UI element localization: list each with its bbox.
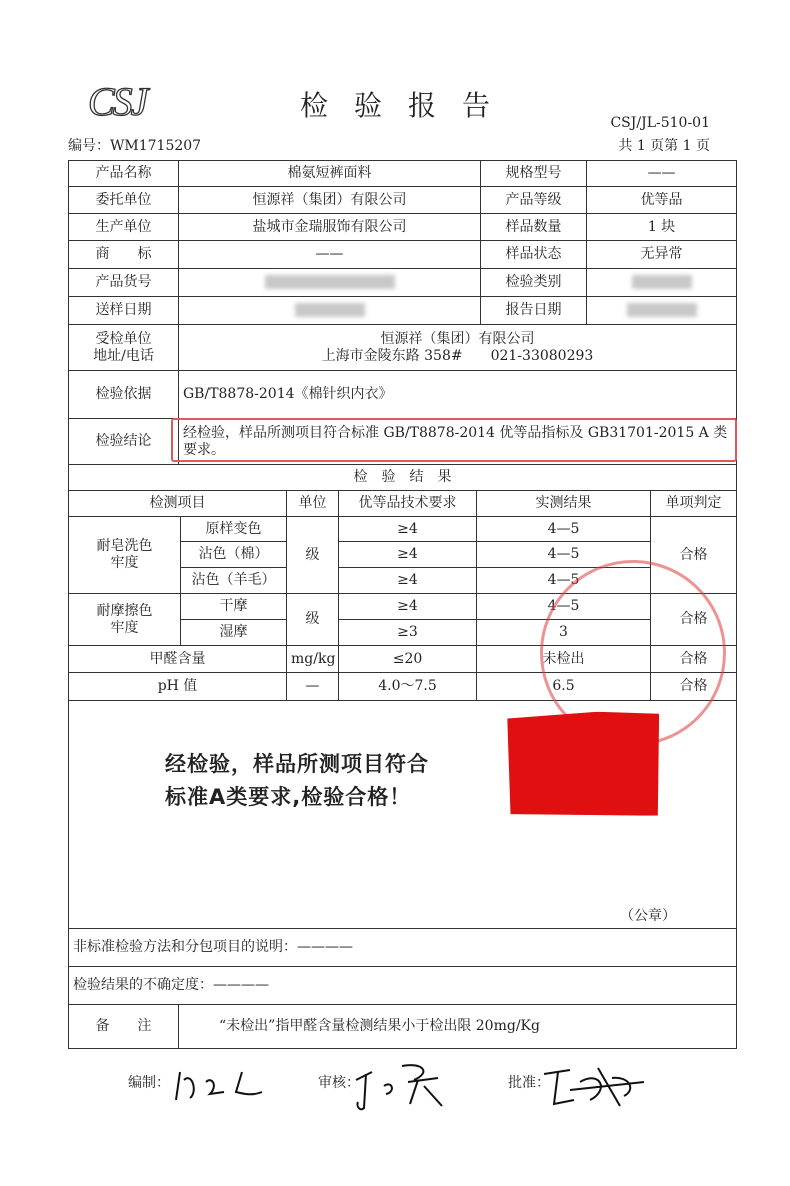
- judgement: 合格: [651, 646, 737, 673]
- header: 优等品技术要求: [339, 491, 477, 517]
- label-line: 受检单位: [95, 330, 152, 347]
- judgement: 合格: [651, 517, 737, 594]
- label: 检验类别: [481, 269, 587, 297]
- unit: 级: [287, 594, 339, 646]
- uncertainty-note: 检验结果的不确定度：————: [69, 967, 737, 1005]
- sample-state: 无异常: [587, 241, 737, 269]
- reviewer-signature: [352, 1058, 452, 1118]
- pass-line: 经检验，样品所测项目符合: [165, 752, 429, 776]
- label: 检验依据: [69, 371, 179, 419]
- item: 甲醛含量: [69, 646, 287, 673]
- label: 生产单位: [69, 214, 179, 241]
- basis: GB/T8878-2014《棉针织内衣》: [179, 371, 737, 419]
- product-name: 棉氨短裤面料: [179, 161, 481, 187]
- group-label: 耐摩擦色牢度: [69, 594, 181, 646]
- label: 商 标: [69, 241, 179, 269]
- group-label: 耐皂洗色牢度: [69, 517, 181, 594]
- item: pH 值: [69, 673, 287, 701]
- report-date-redacted: [587, 297, 737, 325]
- requirement: ≥4: [339, 568, 477, 594]
- fabric-swatch: [504, 711, 661, 819]
- requirement: ≥4: [339, 542, 477, 568]
- requirement: ≥4: [339, 594, 477, 620]
- unit: —: [287, 673, 339, 701]
- label: [69, 325, 179, 371]
- item: 原样变色: [181, 517, 287, 542]
- requirement: ≥3: [339, 620, 477, 646]
- approved-label: 批准：: [508, 1075, 550, 1091]
- item: 干摩: [181, 594, 287, 620]
- seal-note: （公章）: [620, 908, 676, 924]
- result: 4—5: [477, 568, 651, 594]
- item: 沾色（棉）: [181, 542, 287, 568]
- send-date-redacted: [179, 297, 481, 325]
- label: 样品状态: [481, 241, 587, 269]
- quantity: 1 块: [587, 214, 737, 241]
- page-count: 共 1 页第 1 页: [618, 138, 710, 154]
- pass-statement: [165, 748, 429, 814]
- requirement: ≤20: [339, 646, 477, 673]
- label: 产品名称: [69, 161, 179, 187]
- result: 未检出: [477, 646, 651, 673]
- approver-signature: [540, 1060, 650, 1115]
- form-number: CSJ/JL-510-01: [610, 115, 710, 131]
- brand: ——: [179, 241, 481, 269]
- spec: ——: [587, 161, 737, 187]
- nonstandard-note: 非标准检验方法和分包项目的说明：————: [69, 929, 737, 967]
- judgement: 合格: [651, 594, 737, 646]
- requirement: ≥4: [339, 517, 477, 542]
- grade: 优等品: [587, 187, 737, 214]
- result: 3: [477, 620, 651, 646]
- header: 单位: [287, 491, 339, 517]
- label: 送样日期: [69, 297, 179, 325]
- report-title: 检验报告: [300, 89, 517, 122]
- remark-label: 备 注: [69, 1005, 179, 1049]
- reviewed-label: 审核：: [318, 1075, 360, 1091]
- inspected-unit: [179, 325, 737, 371]
- pass-line: 标准A类要求,检验合格！: [165, 785, 412, 809]
- report-number: 编号：WM1715207: [68, 138, 202, 154]
- label: 样品数量: [481, 214, 587, 241]
- compiler-signature: [172, 1062, 272, 1107]
- result: 4—5: [477, 594, 651, 620]
- label: 报告日期: [481, 297, 587, 325]
- inspected-name: 恒源祥（集团）有限公司: [380, 330, 535, 347]
- result: 4—5: [477, 542, 651, 568]
- manufacturer: 盐城市金瑞服饰有限公司: [179, 214, 481, 241]
- conclusion-highlight: [171, 418, 737, 462]
- inspected-address: 上海市金陵东路 358# 021-33080293: [321, 347, 594, 364]
- result: 4—5: [477, 517, 651, 542]
- item: 湿摩: [181, 620, 287, 646]
- label: 产品等级: [481, 187, 587, 214]
- client: 恒源祥（集团）有限公司: [179, 187, 481, 214]
- result: 6.5: [477, 673, 651, 701]
- label-line: 地址/电话: [93, 347, 154, 364]
- requirement: 4.0～7.5: [339, 673, 477, 701]
- label: 产品货号: [69, 269, 179, 297]
- remark: “未检出”指甲醛含量检测结果小于检出限 20mg/Kg: [179, 1005, 737, 1049]
- header: 检测项目: [69, 491, 287, 517]
- header: 单项判定: [651, 491, 737, 517]
- header: 实测结果: [477, 491, 651, 517]
- unit: mg/kg: [287, 646, 339, 673]
- label: 检验结论: [69, 419, 179, 465]
- conclusion: 经检验，样品所测项目符合标准 GB/T8878-2014 优等品指标及 GB31701-2015 A 类要求。: [179, 419, 737, 465]
- item: 沾色（羊毛）: [181, 568, 287, 594]
- label: 委托单位: [69, 187, 179, 214]
- judgement: 合格: [651, 673, 737, 701]
- label: 规格型号: [481, 161, 587, 187]
- results-title: 检 验 结 果: [69, 465, 737, 491]
- csj-logo: CSJ: [88, 79, 147, 124]
- item-no-redacted: [179, 269, 481, 297]
- category-redacted: [587, 269, 737, 297]
- compiled-label: 编制：: [128, 1075, 170, 1091]
- unit: 级: [287, 517, 339, 594]
